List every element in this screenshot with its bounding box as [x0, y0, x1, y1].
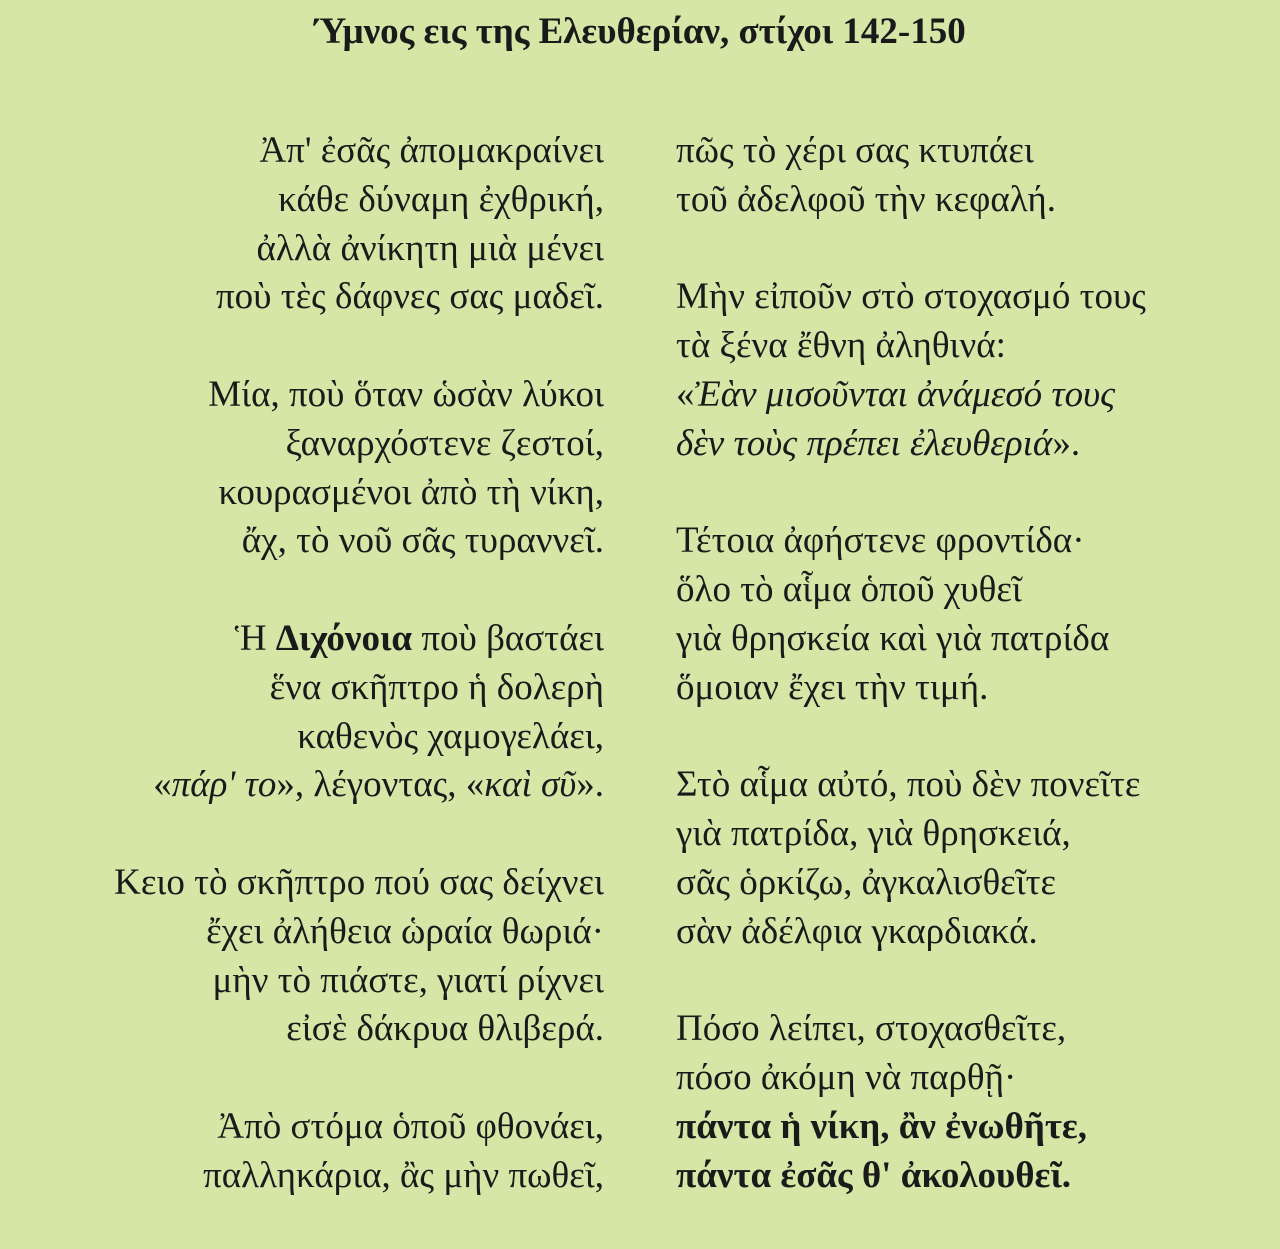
stanza-1 — [0, 127, 604, 322]
verse-line: τοῦ ἀδελφοῦ τὴν κεφαλή. — [676, 178, 1056, 220]
verse-line: ἀλλὰ ἀνίκητη μιὰ μένει — [256, 227, 604, 269]
stanza-5-continued — [676, 127, 1276, 225]
verse-line: καθενὸς χαμογελάει, — [297, 715, 604, 757]
verse-line — [0, 615, 604, 664]
verse-line-bold: πάντα ἡ νίκη, ἂν ἐνωθῆτε, — [676, 1105, 1087, 1147]
italic-quote: Ἐὰν μισοῦνται ἀνάμεσό τους — [694, 373, 1116, 415]
italic-quote: καὶ σῦ — [484, 764, 577, 806]
left-column — [0, 127, 604, 1249]
stanza-3 — [0, 615, 604, 810]
verse-line: ὅμοιαν ἔχει τὴν τιμή. — [676, 666, 989, 708]
verse-text: Ἡ — [234, 617, 276, 659]
verse-line: ἄχ, τὸ νοῦ σᾶς τυραννεῖ. — [241, 520, 604, 562]
quote-mark: « — [153, 764, 172, 806]
stanza-2 — [0, 371, 604, 566]
verse-line: σᾶς ὁρκίζω, ἀγκαλισθεῖτε — [676, 861, 1057, 903]
verse-line: πόσο ἀκόμη νὰ παρθῇ· — [676, 1057, 1017, 1099]
verse-line: γιὰ πατρίδα, γιὰ θρησκειά, — [676, 813, 1071, 855]
verse-line: κάθε δύναμη ἐχθρική, — [278, 178, 604, 220]
italic-quote: πάρ' το — [171, 764, 277, 806]
verse-line: ποὺ τὲς δάφνες σας μαδεῖ. — [215, 276, 604, 318]
stanza-8 — [676, 761, 1276, 956]
verse-line: κουρασμένοι ἀπὸ τὴ νίκη, — [218, 471, 604, 513]
verse-line: Κειο τὸ σκῆπτρο πού σας δείχνει — [114, 861, 604, 903]
stanza-7 — [676, 517, 1276, 712]
verse-line: γιὰ θρησκεία καὶ γιὰ πατρίδα — [676, 617, 1110, 659]
quote-mark: ». — [1052, 422, 1081, 464]
verse-line: μὴν τὸ πιάστε, γιατί ρίχνει — [212, 959, 604, 1001]
verse-text: », λέγοντας, « — [276, 764, 485, 806]
verse-line — [676, 371, 1276, 420]
bold-word-dichonoia: Διχόνοια — [275, 617, 413, 659]
quote-mark: ». — [576, 764, 604, 806]
verse-line: Ἀπ' ἐσᾶς ἀπομακραίνει — [259, 130, 604, 171]
verse-text: ποὺ βαστάει — [412, 617, 604, 659]
stanza-6 — [676, 273, 1276, 468]
verse-line: ξαναρχόστενε ζεστοί, — [285, 422, 604, 464]
verse-line: πῶς τὸ χέρι σας κτυπάει — [676, 130, 1034, 171]
verse-line: ἕνα σκῆπτρο ἡ δολερὴ — [269, 666, 604, 708]
stanza-9 — [676, 1005, 1276, 1200]
poem-title: Ύμνος εις της Ελευθερίαν, στίχοι 142-150 — [314, 11, 966, 52]
verse-line: παλληκάρια, ἂς μὴν πωθεῖ, — [203, 1154, 604, 1196]
verse-line: ἔχει ἀλήθεια ὡραία θωριά· — [206, 910, 604, 952]
verse-line: Τέτοια ἀφήστενε φροντίδα· — [676, 520, 1085, 562]
verse-line: τὰ ξένα ἔθνη ἀληθινά: — [676, 325, 1006, 367]
verse-line: Μὴν εἰποῦν στὸ στοχασμό τους — [676, 276, 1146, 318]
verse-line: εἰσὲ δάκρυα θλιβερά. — [286, 1008, 604, 1050]
verse-line: Στὸ αἷμα αὐτό, ποὺ δὲν πονεῖτε — [676, 764, 1141, 806]
verse-line: Μία, ποὺ ὅταν ὡσὰν λύκοι — [208, 373, 604, 415]
right-column — [676, 127, 1276, 1249]
quote-mark: « — [676, 373, 695, 415]
stanza-4 — [0, 859, 604, 1054]
verse-line — [0, 761, 604, 810]
verse-line: ὅλο τὸ αἷμα ὁποῦ χυθεῖ — [676, 569, 1022, 611]
italic-quote: δὲν τοὺς πρέπει ἐλευθεριά — [676, 422, 1053, 464]
verse-line: Πόσο λείπει, στοχασθεῖτε, — [676, 1008, 1067, 1050]
stanza-5 — [0, 1103, 604, 1201]
verse-line: σὰν ἀδέλφια γκαρδιακά. — [676, 910, 1038, 952]
verse-line — [676, 420, 1276, 469]
verse-line-bold: πάντα ἐσᾶς θ' ἀκολουθεῖ. — [676, 1154, 1072, 1196]
verse-line: Ἀπὸ στόμα ὁποῦ φθονάει, — [217, 1105, 604, 1147]
